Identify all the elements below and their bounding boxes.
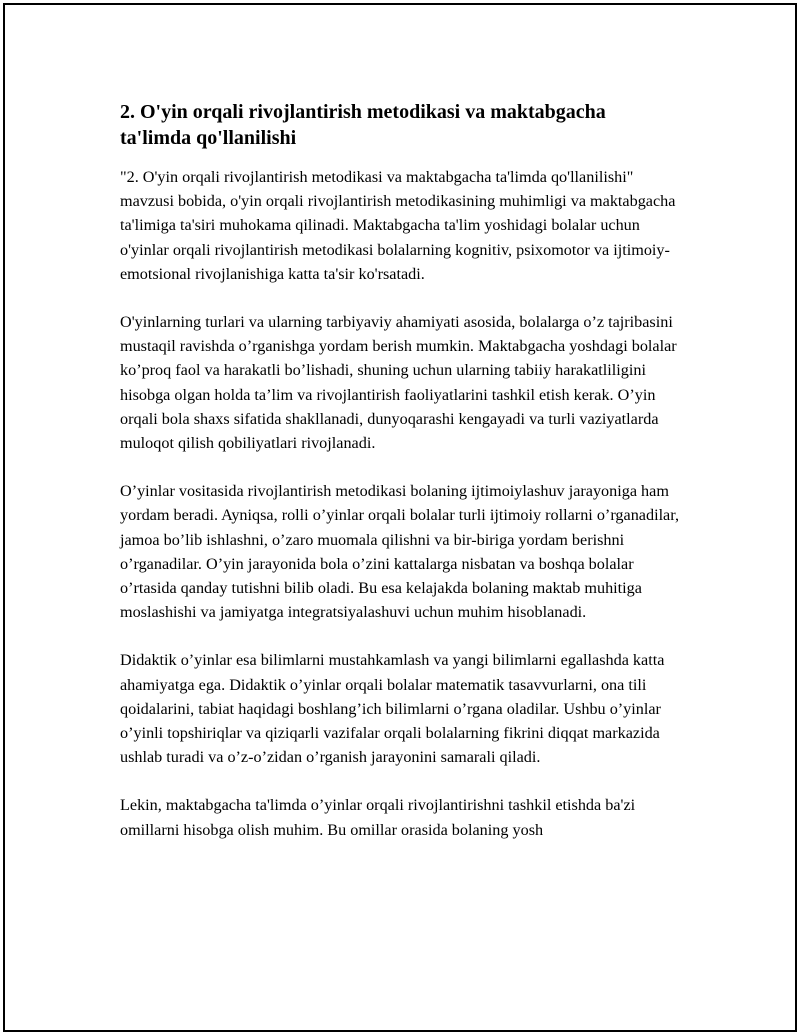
paragraph-socialization: O’yinlar vositasida rivojlantirish metodikasi bolaning ijtimoiylashuv jarayoniga ham yordam beradi. Ayniqsa, rolli o’yinlar orqali bolalar turli ijtimoiy rollarni o’rganadilar, jamoa bo’lib ishlashni, o’zaro muomala qilishni va bir-biriga yordam berishni o’rganadilar. O’yin jarayonida bola o’zini kattalarga nisbatan va boshqa bolalar o’rtasida qanday tutishni bilib oladi. Bu esa kelajakda bolaning maktab muhitiga moslashishi va jamiyatga integratsiyalashuvi uchun muhim hisoblanadi. bbox=[120, 482, 680, 622]
paragraph-didactic-games: Didaktik o’yinlar esa bilimlarni mustahkamlash va yangi bilimlarni egallashda katta ahamiyatga ega. Didaktik o’yinlar orqali bolalar matematik tasavvurlarni, ona tili qoidalarini, tabiat haqidagi boshlang’ich bilimlarni o’rgana oladilar. Ushbu o’yinlar o’yinli topshiriqlar va qiziqarli vazifalar orqali bolalarning fikrini diqqat markazida ushlab turadi va o’z-o’zidan o’rganish jarayonini samarali qiladi. bbox=[120, 651, 665, 767]
section-heading: 2. O'yin orqali rivojlantirish metodikasi va maktabgacha ta'limda qo'llanilishi bbox=[120, 101, 606, 149]
paragraph-factors: Lekin, maktabgacha ta'limda o’yinlar orqali rivojlantirishni tashkil etishda ba'zi omillarni hisobga olish muhim. Bu omillar orasida bolaning yosh bbox=[120, 796, 636, 839]
page-frame bbox=[3, 3, 797, 1032]
paragraph-intro: "2. O'yin orqali rivojlantirish metodikasi va maktabgacha ta'limda qo'llanilishi" mavzusi bobida, o'yin orqali rivojlantirish metodikasining muhimligi va maktabgacha ta'limiga ta'siri muhokama qilinadi. Maktabgacha ta'lim yoshidagi bolalar uchun o'yinlar orqali rivojlantirish metodikasi bolalarning kognitiv, psixomotor va ijtimoiy-emotsional rivojlanishiga katta ta'sir ko'rsatadi. bbox=[120, 168, 676, 283]
paragraph-game-types: O'yinlarning turlari va ularning tarbiyaviy ahamiyati asosida, bolalarga o’z tajribasini mustaqil ravishda o’rganishga yordam berish mumkin. Maktabgacha yoshdagi bolalar ko’proq faol va harakatli bo’lishadi, shuning uchun ularning tabiiy harakatliligini hisobga olgan holda ta’lim va rivojlantirish faoliyatlarini tashkil etish kerak. O’yin orqali bola shaxs sifatida shakllanadi, dunyoqarashi kengayadi va turli vaziyatlarda muloqot qilish qobiliyatlari rivojlanadi. bbox=[120, 313, 677, 453]
document-body bbox=[120, 99, 690, 866]
